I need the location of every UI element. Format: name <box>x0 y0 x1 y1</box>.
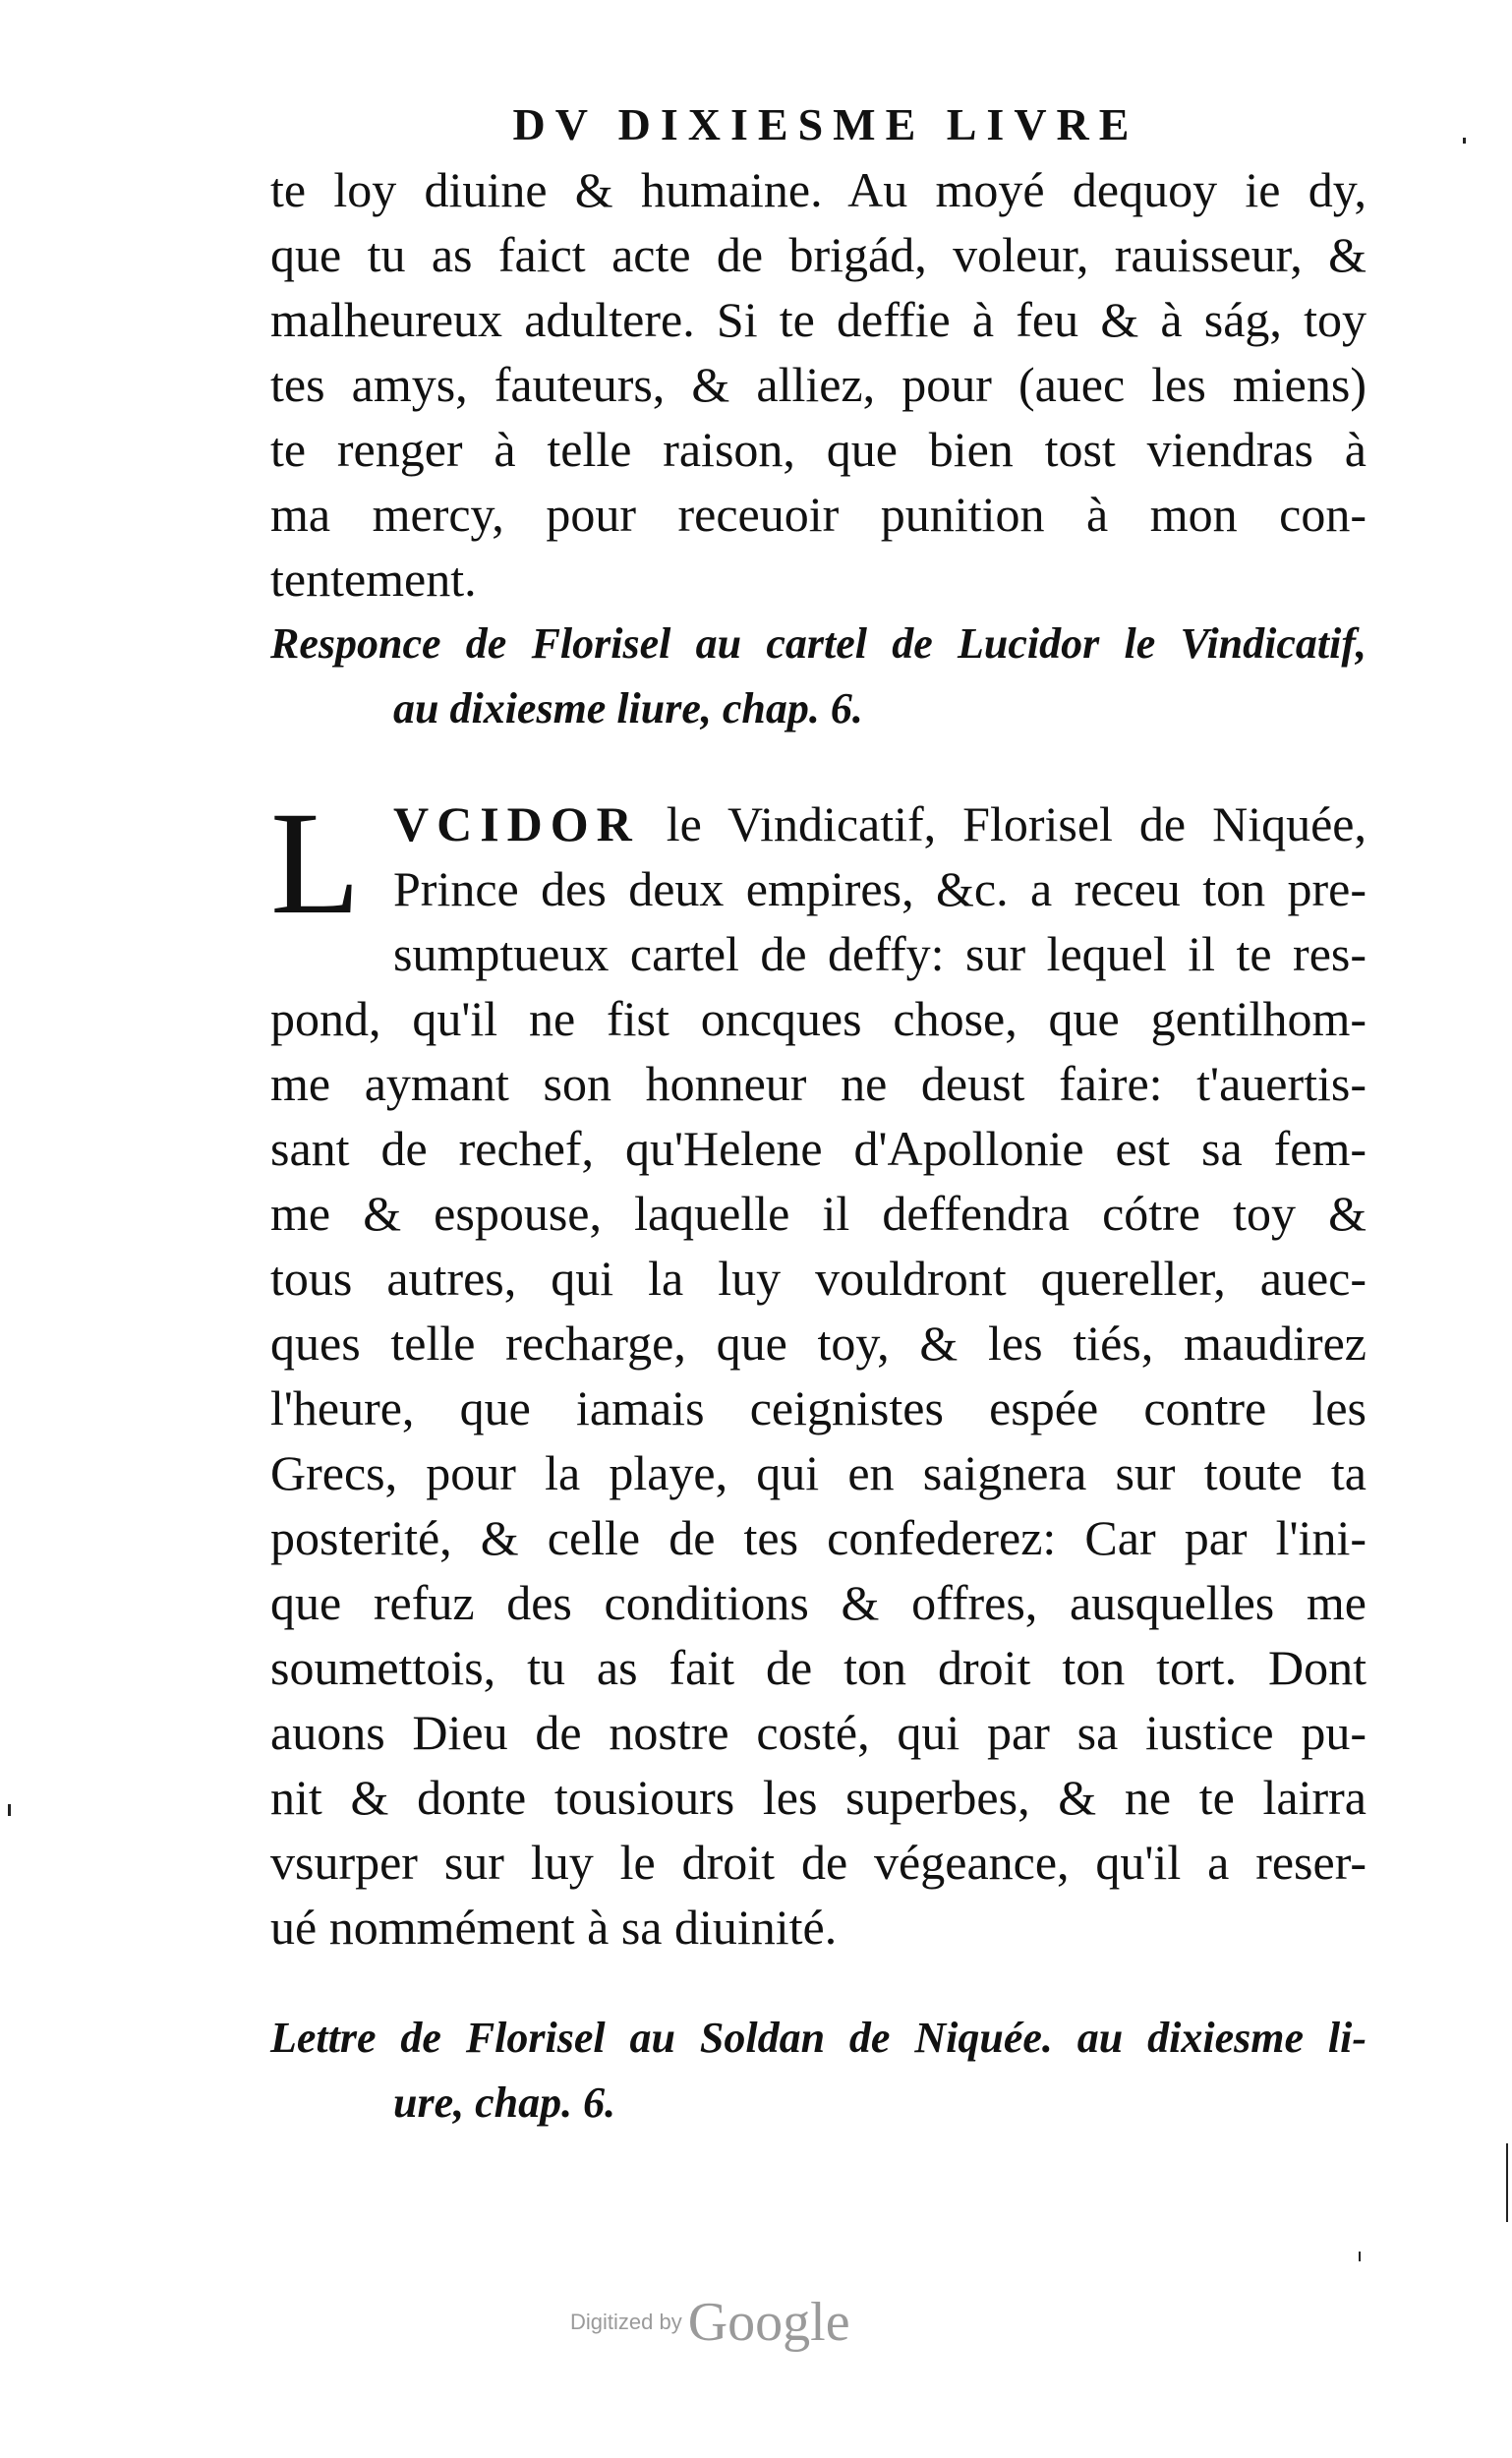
text-span: le Vindicatif, Florisel de Niquée, <box>639 796 1367 851</box>
heading-line: Lettre de Florisel au Soldan de Niquée. au dixiesme li- <box>270 2014 1367 2062</box>
first-word: VCIDOR <box>393 796 640 851</box>
heading-response <box>270 612 1367 741</box>
text-line: ué nommément à sa diuinité. <box>270 1900 838 1955</box>
cartel-end-text <box>270 157 1367 612</box>
text-line: me aymant son honneur ne deust faire: t'auertis- <box>270 1056 1367 1111</box>
heading-line: au dixiesme liure, chap. 6. <box>393 684 863 732</box>
text-line: que refuz des conditions & offres, ausquelles me <box>270 1575 1367 1630</box>
margin-speck <box>8 1804 11 1816</box>
heading-letter <box>270 2006 1367 2136</box>
margin-speck <box>1359 2252 1361 2261</box>
text-line: tentement. <box>270 552 477 607</box>
text-line: que tu as faict acte de brigád, voleur, rauisseur, & <box>270 227 1367 282</box>
page-edge <box>1506 2143 1508 2222</box>
text-line: sumptueux cartel de deffy: sur lequel il te res- <box>393 926 1367 981</box>
text-line: pond, qu'il ne fist oncques chose, que gentilhom- <box>270 991 1367 1046</box>
text-line: me & espouse, laquelle il deffendra cótre toy & <box>270 1186 1367 1241</box>
text-line: sant de rechef, qu'Helene d'Apollonie est sa fem- <box>270 1121 1367 1176</box>
text-line: nit & donte tousiours les superbes, & ne te lairra <box>270 1770 1367 1825</box>
text-line: vsurper sur luy le droit de végeance, qu'il a reser- <box>270 1835 1367 1890</box>
running-head: DV DIXIESME LIVRE <box>512 99 1139 149</box>
heading-line: ure, chap. 6. <box>393 2078 616 2127</box>
text-line: tous autres, qui la luy vouldront quereller, auec- <box>270 1251 1367 1306</box>
response-text <box>270 782 1367 1960</box>
text-line: te renger à telle raison, que bien tost viendras à <box>270 422 1367 477</box>
margin-speck <box>1463 138 1466 144</box>
text-line <box>270 791 1367 856</box>
text-line: auons Dieu de nostre costé, qui par sa iustice pu- <box>270 1705 1367 1760</box>
text-line: tes amys, fauteurs, & alliez, pour (auec les miens) <box>270 357 1367 412</box>
text-line: soumettois, tu as fait de ton droit ton tort. Dont <box>270 1640 1367 1695</box>
digitized-label: Digitized by <box>570 2310 682 2334</box>
text-line: ques telle recharge, que toy, & les tiés, maudirez <box>270 1316 1367 1371</box>
drop-cap: L <box>270 782 361 945</box>
text-line: Grecs, pour la playe, qui en saignera sur toute ta <box>270 1445 1367 1500</box>
text-line: l'heure, que iamais ceignistes espée contre les <box>270 1380 1367 1435</box>
digitized-watermark <box>570 2291 963 2354</box>
heading-line: Responce de Florisel au cartel de Lucidor le Vindicatif, <box>270 619 1367 668</box>
text-line: ma mercy, pour receuoir punition à mon con- <box>270 487 1367 542</box>
text-line: Prince des deux empires, &c. a receu ton pre- <box>393 861 1367 916</box>
text-line: te loy diuine & humaine. Au moyé dequoy ie dy, <box>270 162 1367 217</box>
google-logo: Google <box>687 2292 850 2353</box>
text-line: malheureux adultere. Si te deffie à feu & à ság, toy <box>270 292 1367 347</box>
text-line: posterité, & celle de tes confederez: Car par l'ini- <box>270 1510 1367 1565</box>
